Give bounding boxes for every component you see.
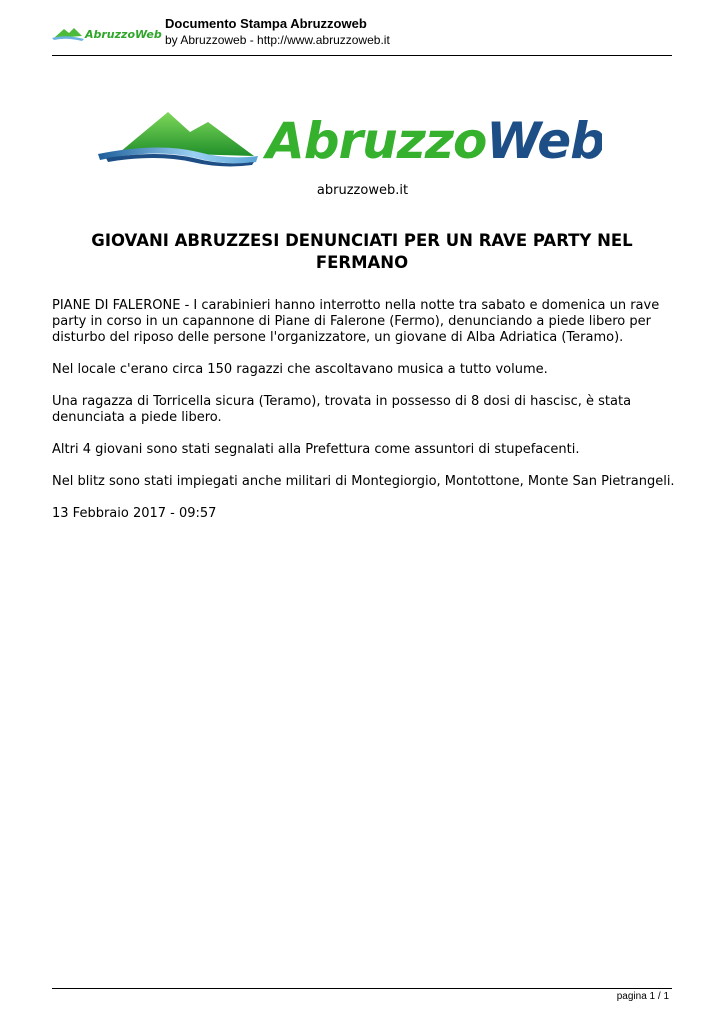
header-logo-text: AbruzzoWeb (85, 28, 162, 41)
article-paragraph: Nel blitz sono stati impiegati anche militari di Montegiorgio, Montottone, Monte San Pietrangeli. (52, 474, 675, 489)
page-header (52, 14, 672, 56)
header-logo (52, 22, 162, 44)
logo-text-web: Web (486, 112, 602, 170)
site-caption: abruzzoweb.it (316, 183, 409, 198)
article-paragraph: Nel locale c'erano circa 150 ragazzi che ascoltavano musica a tutto volume. (52, 362, 548, 377)
svg-text:AbruzzoWeb (262, 112, 602, 170)
page-number: pagina 1 / 1 (616, 991, 669, 1002)
footer-divider (52, 988, 672, 989)
logo-text-abruzzo: Abruzzo (266, 112, 487, 170)
header-title: Documento Stampa Abruzzoweb (165, 16, 367, 31)
header-text (165, 16, 390, 48)
abruzzoweb-logo (98, 108, 602, 170)
article-title-line1: GIOVANI ABRUZZESI DENUNCIATI PER UN RAVE PARTY NEL (91, 231, 633, 250)
header-divider (52, 55, 672, 56)
article-paragraph: Una ragazza di Torricella sicura (Teramo), trovata in possesso di 8 dosi di hascisc, è stata denunciata a piede libero. (52, 394, 632, 425)
article-title (52, 230, 672, 274)
article-title-line2: FERMANO (315, 253, 409, 272)
article-date: 13 Febbraio 2017 - 09:57 (52, 506, 217, 521)
article-body (52, 298, 676, 538)
article-paragraph: Altri 4 giovani sono stati segnalati alla Prefettura come assuntori di stupefacenti. (52, 442, 580, 457)
header-subtitle: by Abruzzoweb - http://www.abruzzoweb.it (165, 33, 390, 47)
article-paragraph: PIANE DI FALERONE - I carabinieri hanno interrotto nella notte tra sabato e domenica un rave party in corso in un capannone di Piane di Falerone (Fermo), denunciando a piede libero per disturbo del riposo delle persone l'organizzatore, un giovane di Alba Adriatica (Teramo). (52, 298, 660, 345)
